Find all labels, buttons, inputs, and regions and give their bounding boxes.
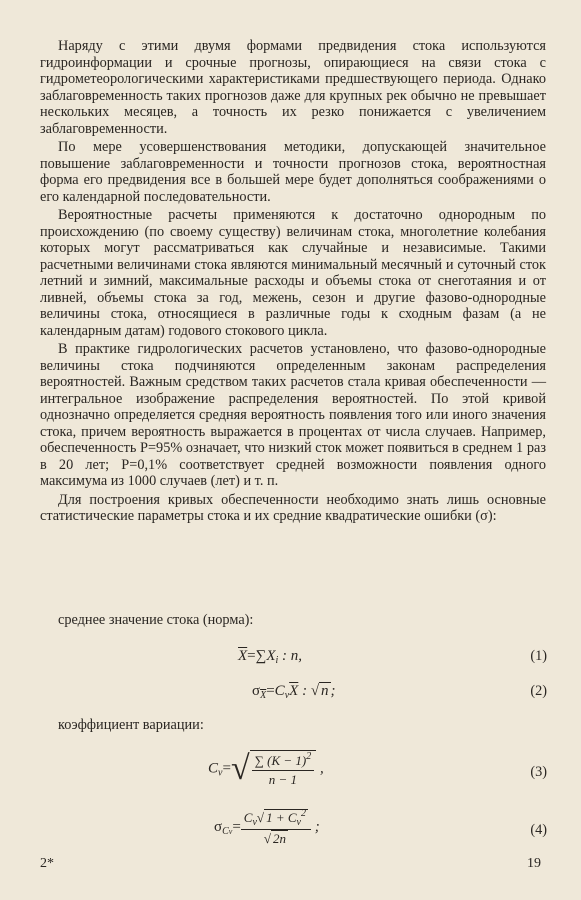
equation-number: (4) (530, 822, 547, 838)
cv-label: коэффициент вариации: (58, 717, 204, 733)
equation-number: (2) (530, 683, 547, 699)
formula-3 (0, 748, 581, 798)
signature-mark: 2* (40, 856, 54, 871)
formula-4 (0, 806, 581, 856)
formula-1-expr: $\overline{X}=\sum X_i$ : n, (238, 648, 303, 666)
paragraph: Вероятностные расчеты применяются к достаточно однородным по происхождению (по своему существу) величинам стока, многолетние колебания которых могут рассматриваться как случайные и независимые. Такими расчетными величинами стока являются минимальный месячный и суточный сток летний и зимний, максимальные расходы и объемы стока от снеготаяния и от ливней, объемы стока за год, межень, сезон и другие фазово-однородные величины стока, относящиеся в различные годы к сходным фазам (а не календарным датам) годового стокового цикла. (40, 207, 546, 339)
paragraph: Наряду с этими двумя формами предвидения стока используются гидроинформации и срочные прогнозы, опирающиеся на связи стока с гидрометеорологическими характеристиками предшествующего периода. Однако заблаговременность таких прогнозов даже для крупных рек обычно не превышает нескольких месяцев, а точность их резко понижается с увеличением заблаговременности. (40, 38, 546, 137)
paragraph: Для построения кривых обеспеченности необходимо знать лишь основные статистические параметры стока и их средние квадратические ошибки (σ): (40, 491, 546, 524)
paragraph: В практике гидрологических расчетов установлено, что фазово-однородные величины стока подчиняются определенным законам распределения вероятностей. Важным средством таких расчетов стала кривая обеспеченности — интегральное изображение распределения вероятностей. По этой кривой однозначно определяется средняя вероятность появления того или иного значения стока, причем вероятность выражается в процентах от числа случаев. Например, обеспеченность P=95% означает, что низкий сток может появиться в среднем 1 раз в 20 лет; P=0,1% соответствует средней возможности появления одного максимума из 1000 случаев (лет) и т. п. (40, 341, 546, 489)
formula-1 (0, 648, 581, 688)
equation-number: (3) (530, 764, 547, 780)
formula-2-expr: $\sigma_{\overline{X}}=C_v\overline{X}$ : √ n ; (252, 683, 336, 701)
mean-label: среднее значение стока (норма): (58, 612, 254, 628)
formula-3-expr: $C_v=√$ $\frac{\sum (K - 1)^2}{n - 1}$ , (208, 750, 324, 787)
formula-4-expr: $\sigma_{Cv}=$ $\frac{C_v√ 1 + C_v^2}{√ 2n}$ ; (214, 808, 320, 846)
body-text (40, 38, 546, 525)
equation-number: (1) (530, 648, 547, 664)
paragraph: По мере усовершенствования методики, допускающей значительное повышение заблаговременности и точности прогнозов стока, вероятностная форма его предвидения все в большей мере будет дополняться соображениями о его календарной последовательности. (40, 139, 546, 205)
page-number: 19 (527, 856, 541, 871)
